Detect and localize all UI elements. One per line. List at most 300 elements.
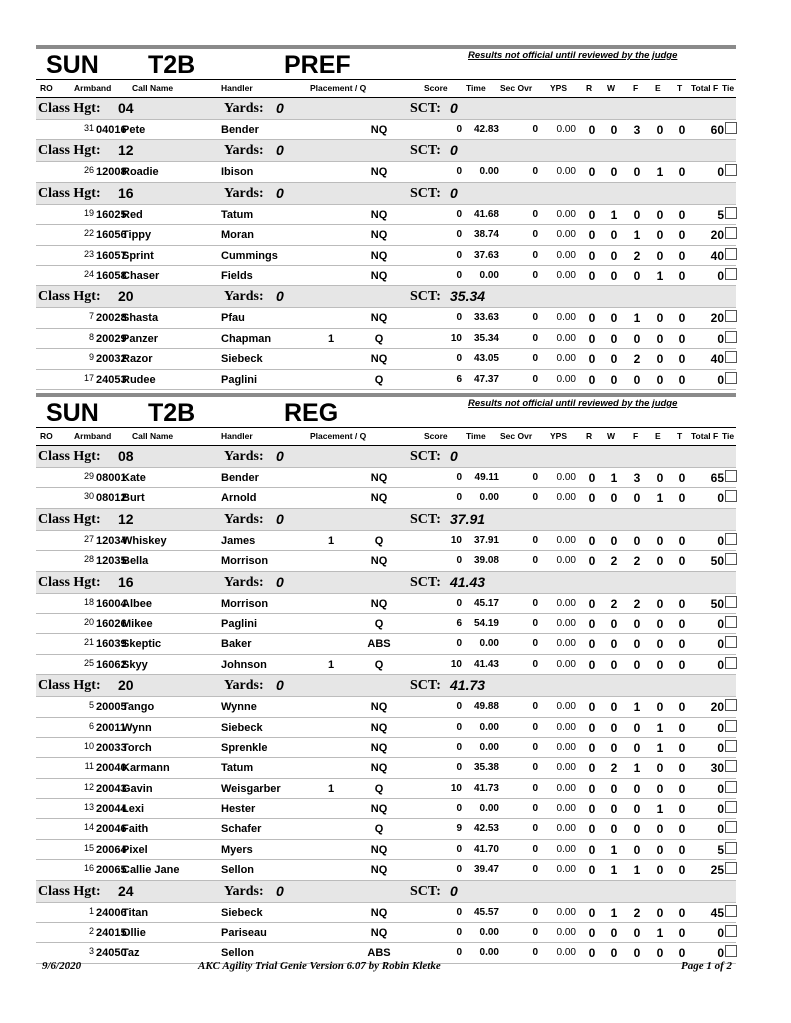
cell-sec-ovr: 0 xyxy=(532,492,538,504)
cell-e: 0 xyxy=(656,248,664,263)
cell-handler: Paglini xyxy=(221,617,258,630)
tie-checkbox[interactable] xyxy=(725,821,737,833)
cell-total-f: 0 xyxy=(717,372,724,387)
cell-w: 0 xyxy=(610,311,618,326)
cell-w: 0 xyxy=(610,491,618,506)
height-group-header xyxy=(36,183,736,205)
sct-value: 41.43 xyxy=(450,573,486,590)
cell-sec-ovr: 0 xyxy=(532,166,538,178)
result-row xyxy=(36,697,736,717)
cell-score: 10 xyxy=(450,332,462,344)
cell-w: 0 xyxy=(610,657,618,672)
cell-total-f: 0 xyxy=(717,926,724,941)
cell-ro: 20 xyxy=(83,616,94,627)
cell-q: NQ xyxy=(370,906,388,919)
cell-f: 1 xyxy=(633,761,641,776)
cell-time: 0.00 xyxy=(479,741,499,753)
cell-e: 0 xyxy=(656,637,664,652)
results-section-reg xyxy=(36,393,736,964)
tie-checkbox[interactable] xyxy=(725,636,737,648)
tie-checkbox[interactable] xyxy=(725,905,737,917)
cell-sec-ovr: 0 xyxy=(532,782,538,794)
cell-total-f: 0 xyxy=(717,781,724,796)
cell-e: 0 xyxy=(656,352,664,367)
cell-q: NQ xyxy=(370,721,388,734)
cell-call-name: Albee xyxy=(122,597,152,610)
cell-armband: 20043 xyxy=(96,782,127,795)
cell-ro: 15 xyxy=(83,842,94,853)
cell-score: 0 xyxy=(456,762,462,774)
result-row xyxy=(36,370,736,390)
tie-checkbox[interactable] xyxy=(725,533,737,545)
column-header-time: Time xyxy=(466,431,486,441)
cell-armband: 16026 xyxy=(96,617,127,630)
cell-f: 0 xyxy=(633,533,641,548)
tie-checkbox[interactable] xyxy=(725,596,737,608)
tie-checkbox[interactable] xyxy=(725,720,737,732)
cell-handler: Chapman xyxy=(221,332,272,345)
cell-t: 0 xyxy=(678,372,686,387)
cell-r: 0 xyxy=(588,123,596,137)
cell-armband: 16004 xyxy=(96,597,127,610)
column-header-ro: RO xyxy=(40,83,53,93)
cell-time: 0.00 xyxy=(479,269,499,281)
cell-yps: 0.00 xyxy=(556,823,576,835)
cell-w: 0 xyxy=(610,268,618,283)
cell-e: 0 xyxy=(656,905,664,920)
cell-r: 0 xyxy=(588,926,596,941)
tie-checkbox[interactable] xyxy=(725,760,737,772)
cell-time: 0.00 xyxy=(479,947,499,959)
column-header-placement: Placement / Q xyxy=(310,83,367,93)
cell-handler: Schafer xyxy=(221,823,262,836)
cell-time: 0.00 xyxy=(479,166,499,178)
cell-f: 0 xyxy=(633,720,641,735)
tie-checkbox[interactable] xyxy=(725,310,737,322)
cell-ro: 6 xyxy=(88,720,94,731)
cell-sec-ovr: 0 xyxy=(532,617,538,629)
column-header-f: F xyxy=(633,431,639,441)
cell-r: 0 xyxy=(588,822,596,837)
cell-q: NQ xyxy=(370,762,388,775)
cell-f: 0 xyxy=(633,781,641,796)
cell-score: 0 xyxy=(456,312,462,324)
cell-sec-ovr: 0 xyxy=(532,353,538,365)
result-row xyxy=(36,614,736,634)
cell-f: 0 xyxy=(633,822,641,837)
cell-sec-ovr: 0 xyxy=(532,373,538,385)
cell-q: Q xyxy=(374,782,384,795)
cell-t: 0 xyxy=(678,533,686,548)
cell-ro: 3 xyxy=(88,946,94,957)
yards-label: Yards: xyxy=(224,678,264,694)
cell-w: 1 xyxy=(610,842,618,857)
cell-yps: 0.00 xyxy=(556,353,576,365)
cell-total-f: 0 xyxy=(717,268,724,283)
cell-call-name: Gavin xyxy=(122,782,153,795)
cell-armband: 12034 xyxy=(96,534,127,547)
class-height-label: Class Hgt: xyxy=(38,883,101,899)
cell-yps: 0.00 xyxy=(556,492,576,504)
cell-handler: Sprenkle xyxy=(221,741,268,754)
cell-q: NQ xyxy=(370,124,388,136)
cell-handler: Cummings xyxy=(221,249,278,262)
cell-f: 1 xyxy=(633,863,641,878)
cell-yps: 0.00 xyxy=(556,472,576,483)
cell-sec-ovr: 0 xyxy=(532,534,538,546)
cell-r: 0 xyxy=(588,740,596,755)
cell-f: 0 xyxy=(633,331,641,346)
cell-ro: 9 xyxy=(88,352,94,363)
cell-handler: Siebeck xyxy=(221,353,263,366)
cell-yps: 0.00 xyxy=(556,555,576,567)
cell-time: 0.00 xyxy=(479,638,499,650)
cell-sec-ovr: 0 xyxy=(532,803,538,815)
cell-f: 0 xyxy=(633,657,641,672)
column-header-total-f: Total F xyxy=(691,83,719,93)
cell-time: 47.37 xyxy=(473,373,499,385)
cell-yps: 0.00 xyxy=(556,701,576,713)
cell-time: 49.88 xyxy=(473,701,499,713)
class-height-label: Class Hgt: xyxy=(38,185,101,201)
height-group-header xyxy=(36,572,736,594)
tie-checkbox[interactable] xyxy=(725,699,737,711)
cell-r: 0 xyxy=(588,331,596,346)
cell-q: Q xyxy=(374,332,384,345)
cell-r: 0 xyxy=(588,720,596,735)
yards-value: 0 xyxy=(276,184,284,201)
cell-yps: 0.00 xyxy=(556,249,576,261)
tie-checkbox[interactable] xyxy=(725,925,737,937)
cell-r: 0 xyxy=(588,657,596,672)
sct-value: 0 xyxy=(450,448,458,464)
tie-checkbox[interactable] xyxy=(725,781,737,793)
tie-checkbox[interactable] xyxy=(725,207,737,219)
cell-e: 1 xyxy=(656,268,664,283)
cell-yps: 0.00 xyxy=(556,373,576,385)
cell-t: 0 xyxy=(678,331,686,346)
cell-handler: Morrison xyxy=(221,597,269,610)
cell-f: 3 xyxy=(633,471,641,485)
cell-armband: 16025 xyxy=(96,208,127,221)
cell-w: 0 xyxy=(610,123,618,137)
class-height-value: 20 xyxy=(118,677,134,694)
cell-f: 0 xyxy=(633,207,641,222)
cell-f: 0 xyxy=(633,946,641,961)
tie-checkbox[interactable] xyxy=(725,490,737,502)
tie-checkbox[interactable] xyxy=(725,862,737,874)
cell-ro: 24 xyxy=(83,268,94,279)
cell-ro: 16 xyxy=(83,863,94,874)
cell-armband: 20033 xyxy=(96,741,127,754)
sct-label: SCT: xyxy=(410,511,441,527)
cell-e: 0 xyxy=(656,123,664,137)
cell-time: 42.53 xyxy=(473,823,499,835)
cell-armband: 24053 xyxy=(96,373,127,386)
cell-t: 0 xyxy=(678,471,686,485)
class-height-label: Class Hgt: xyxy=(38,101,101,116)
column-header-f: F xyxy=(633,83,639,93)
tie-checkbox[interactable] xyxy=(725,268,737,280)
cell-time: 41.43 xyxy=(473,658,499,670)
cell-w: 0 xyxy=(610,700,618,715)
cell-handler: Bender xyxy=(221,124,259,136)
result-row xyxy=(36,551,736,571)
tie-checkbox[interactable] xyxy=(725,657,737,669)
cell-yps: 0.00 xyxy=(556,229,576,241)
cell-score: 10 xyxy=(450,782,462,794)
cell-f: 2 xyxy=(633,596,641,611)
tie-checkbox[interactable] xyxy=(725,842,737,854)
sct-value: 0 xyxy=(450,100,458,116)
cell-r: 0 xyxy=(588,842,596,857)
cell-time: 45.57 xyxy=(473,906,499,918)
cell-call-name: Roadie xyxy=(122,166,159,179)
cell-handler: Pariseau xyxy=(221,927,267,940)
cell-f: 0 xyxy=(633,616,641,631)
yards-value: 0 xyxy=(276,288,284,305)
cell-w: 0 xyxy=(610,637,618,652)
tie-checkbox[interactable] xyxy=(725,616,737,628)
cell-e: 0 xyxy=(656,207,664,222)
cell-score: 6 xyxy=(456,617,462,629)
column-header-tie: Tie xyxy=(722,83,735,93)
cell-yps: 0.00 xyxy=(556,741,576,753)
class-height-label: Class Hgt: xyxy=(38,143,101,159)
cell-ro: 10 xyxy=(83,740,94,751)
cell-e: 1 xyxy=(656,926,664,941)
yards-label: Yards: xyxy=(224,883,264,899)
cell-call-name: Titan xyxy=(122,906,149,919)
column-header-e: E xyxy=(655,431,661,441)
cell-t: 0 xyxy=(678,740,686,755)
yards-label: Yards: xyxy=(224,185,264,201)
column-header-e: E xyxy=(655,83,661,93)
cell-ro: 31 xyxy=(83,123,94,133)
column-header-placement: Placement / Q xyxy=(310,431,367,441)
cell-handler: Sellon xyxy=(221,864,255,877)
cell-w: 0 xyxy=(610,616,618,631)
cell-q: NQ xyxy=(370,843,388,856)
cell-call-name: Callie Jane xyxy=(122,864,180,877)
cell-call-name: Skeptic xyxy=(122,638,162,651)
cell-call-name: Faith xyxy=(122,823,149,836)
cell-handler: Johnson xyxy=(221,658,267,671)
cell-time: 0.00 xyxy=(479,721,499,733)
cell-w: 0 xyxy=(610,533,618,548)
cell-sec-ovr: 0 xyxy=(532,555,538,567)
tie-checkbox[interactable] xyxy=(725,351,737,363)
cell-r: 0 xyxy=(588,596,596,611)
cell-q: NQ xyxy=(370,229,388,242)
result-row xyxy=(36,246,736,266)
cell-sec-ovr: 0 xyxy=(532,947,538,959)
cell-f: 2 xyxy=(633,554,641,569)
cell-yps: 0.00 xyxy=(556,906,576,918)
cell-sec-ovr: 0 xyxy=(532,906,538,918)
cell-f: 0 xyxy=(633,165,641,180)
cell-armband: 20046 xyxy=(96,823,127,836)
tie-checkbox[interactable] xyxy=(725,372,737,384)
cell-time: 37.63 xyxy=(473,249,499,261)
cell-handler: Siebeck xyxy=(221,906,263,919)
cell-q: ABS xyxy=(367,638,391,651)
result-row xyxy=(36,162,736,182)
cell-total-f: 0 xyxy=(717,165,724,180)
cell-q: NQ xyxy=(370,353,388,366)
cell-score: 0 xyxy=(456,472,462,483)
cell-yps: 0.00 xyxy=(556,864,576,876)
tie-checkbox[interactable] xyxy=(725,331,737,343)
cell-f: 2 xyxy=(633,352,641,367)
tie-checkbox[interactable] xyxy=(725,248,737,260)
column-header-w: W xyxy=(607,83,616,93)
cell-score: 0 xyxy=(456,269,462,281)
result-row xyxy=(36,205,736,225)
sct-value: 0 xyxy=(450,184,458,201)
class-height-label: Class Hgt: xyxy=(38,574,101,590)
cell-f: 0 xyxy=(633,491,641,506)
cell-call-name: Panzer xyxy=(122,332,159,345)
cell-w: 0 xyxy=(610,331,618,346)
cell-q: NQ xyxy=(370,312,388,325)
tie-checkbox[interactable] xyxy=(725,553,737,565)
cell-e: 0 xyxy=(656,616,664,631)
cell-call-name: Rudee xyxy=(122,373,156,386)
cell-w: 0 xyxy=(610,228,618,243)
cell-total-f: 0 xyxy=(717,822,724,837)
cell-score: 0 xyxy=(456,906,462,918)
page-footer xyxy=(36,960,736,980)
cell-f: 1 xyxy=(633,311,641,326)
cell-w: 0 xyxy=(610,802,618,817)
cell-t: 0 xyxy=(678,822,686,837)
cell-time: 45.17 xyxy=(473,597,499,609)
cell-f: 1 xyxy=(633,700,641,715)
class-level: PREF xyxy=(284,51,351,79)
cell-w: 1 xyxy=(610,471,618,485)
cell-call-name: Skyy xyxy=(122,658,148,671)
cell-f: 0 xyxy=(633,637,641,652)
cell-ro: 7 xyxy=(88,311,94,322)
tie-checkbox[interactable] xyxy=(725,227,737,239)
cell-yps: 0.00 xyxy=(556,721,576,733)
cell-score: 10 xyxy=(450,534,462,546)
cell-armband: 04016 xyxy=(96,124,127,136)
cell-r: 0 xyxy=(588,700,596,715)
sct-value: 35.34 xyxy=(450,288,486,305)
cell-score: 0 xyxy=(456,597,462,609)
result-row xyxy=(36,799,736,819)
cell-f: 0 xyxy=(633,268,641,283)
tie-checkbox[interactable] xyxy=(725,470,737,482)
height-group-header xyxy=(36,98,736,120)
column-header-row xyxy=(36,427,736,446)
result-row xyxy=(36,531,736,551)
section-title-row xyxy=(36,397,736,427)
yards-value: 0 xyxy=(276,448,284,464)
result-row xyxy=(36,634,736,654)
column-header-time: Time xyxy=(466,83,486,93)
tie-checkbox[interactable] xyxy=(725,164,737,176)
cell-armband: 12035 xyxy=(96,555,127,568)
class-height-value: 16 xyxy=(118,184,134,201)
sct-label: SCT: xyxy=(410,449,441,464)
cell-r: 0 xyxy=(588,352,596,367)
cell-yps: 0.00 xyxy=(556,332,576,344)
cell-sec-ovr: 0 xyxy=(532,762,538,774)
result-row xyxy=(36,840,736,860)
height-group-header xyxy=(36,881,736,903)
cell-sec-ovr: 0 xyxy=(532,229,538,241)
page-number: Page 1 of 2 xyxy=(680,960,732,972)
cell-q: NQ xyxy=(370,555,388,568)
cell-ro: 18 xyxy=(83,596,94,607)
cell-sec-ovr: 0 xyxy=(532,269,538,281)
result-row xyxy=(36,655,736,675)
cell-e: 0 xyxy=(656,331,664,346)
cell-e: 0 xyxy=(656,533,664,548)
trial-day: SUN xyxy=(46,51,99,79)
tie-checkbox[interactable] xyxy=(725,801,737,813)
cell-e: 0 xyxy=(656,822,664,837)
sct-label: SCT: xyxy=(410,101,441,116)
cell-yps: 0.00 xyxy=(556,534,576,546)
column-header-call-name: Call Name xyxy=(132,431,174,441)
yards-value: 0 xyxy=(276,510,284,527)
cell-total-f: 0 xyxy=(717,637,724,652)
cell-yps: 0.00 xyxy=(556,617,576,629)
cell-r: 0 xyxy=(588,533,596,548)
sct-value: 41.73 xyxy=(450,677,486,694)
cell-r: 0 xyxy=(588,863,596,878)
cell-total-f: 40 xyxy=(710,248,724,263)
cell-w: 0 xyxy=(610,372,618,387)
cell-r: 0 xyxy=(588,802,596,817)
tie-checkbox[interactable] xyxy=(725,740,737,752)
result-row xyxy=(36,120,736,140)
class-height-value: 12 xyxy=(118,142,134,159)
cell-handler: Siebeck xyxy=(221,721,263,734)
cell-w: 0 xyxy=(610,740,618,755)
cell-total-f: 20 xyxy=(710,311,724,326)
cell-handler: Arnold xyxy=(221,492,257,505)
cell-e: 0 xyxy=(656,596,664,611)
cell-sec-ovr: 0 xyxy=(532,927,538,939)
tie-checkbox[interactable] xyxy=(725,945,737,957)
cell-total-f: 0 xyxy=(717,331,724,346)
cell-time: 39.47 xyxy=(473,864,499,876)
cell-r: 0 xyxy=(588,946,596,961)
cell-t: 0 xyxy=(678,657,686,672)
height-group-header xyxy=(36,675,736,697)
cell-r: 0 xyxy=(588,781,596,796)
cell-q: NQ xyxy=(370,701,388,714)
sct-label: SCT: xyxy=(410,289,441,305)
cell-ro: 11 xyxy=(84,761,94,772)
cell-call-name: Wynn xyxy=(122,721,152,734)
cell-handler: Bender xyxy=(221,472,259,484)
cell-sec-ovr: 0 xyxy=(532,124,538,135)
cell-t: 0 xyxy=(678,946,686,961)
cell-sec-ovr: 0 xyxy=(532,249,538,261)
cell-f: 2 xyxy=(633,248,641,263)
cell-q: NQ xyxy=(370,927,388,940)
cell-total-f: 30 xyxy=(710,761,724,776)
cell-e: 1 xyxy=(656,802,664,817)
cell-total-f: 20 xyxy=(710,228,724,243)
tie-checkbox[interactable] xyxy=(725,122,737,134)
